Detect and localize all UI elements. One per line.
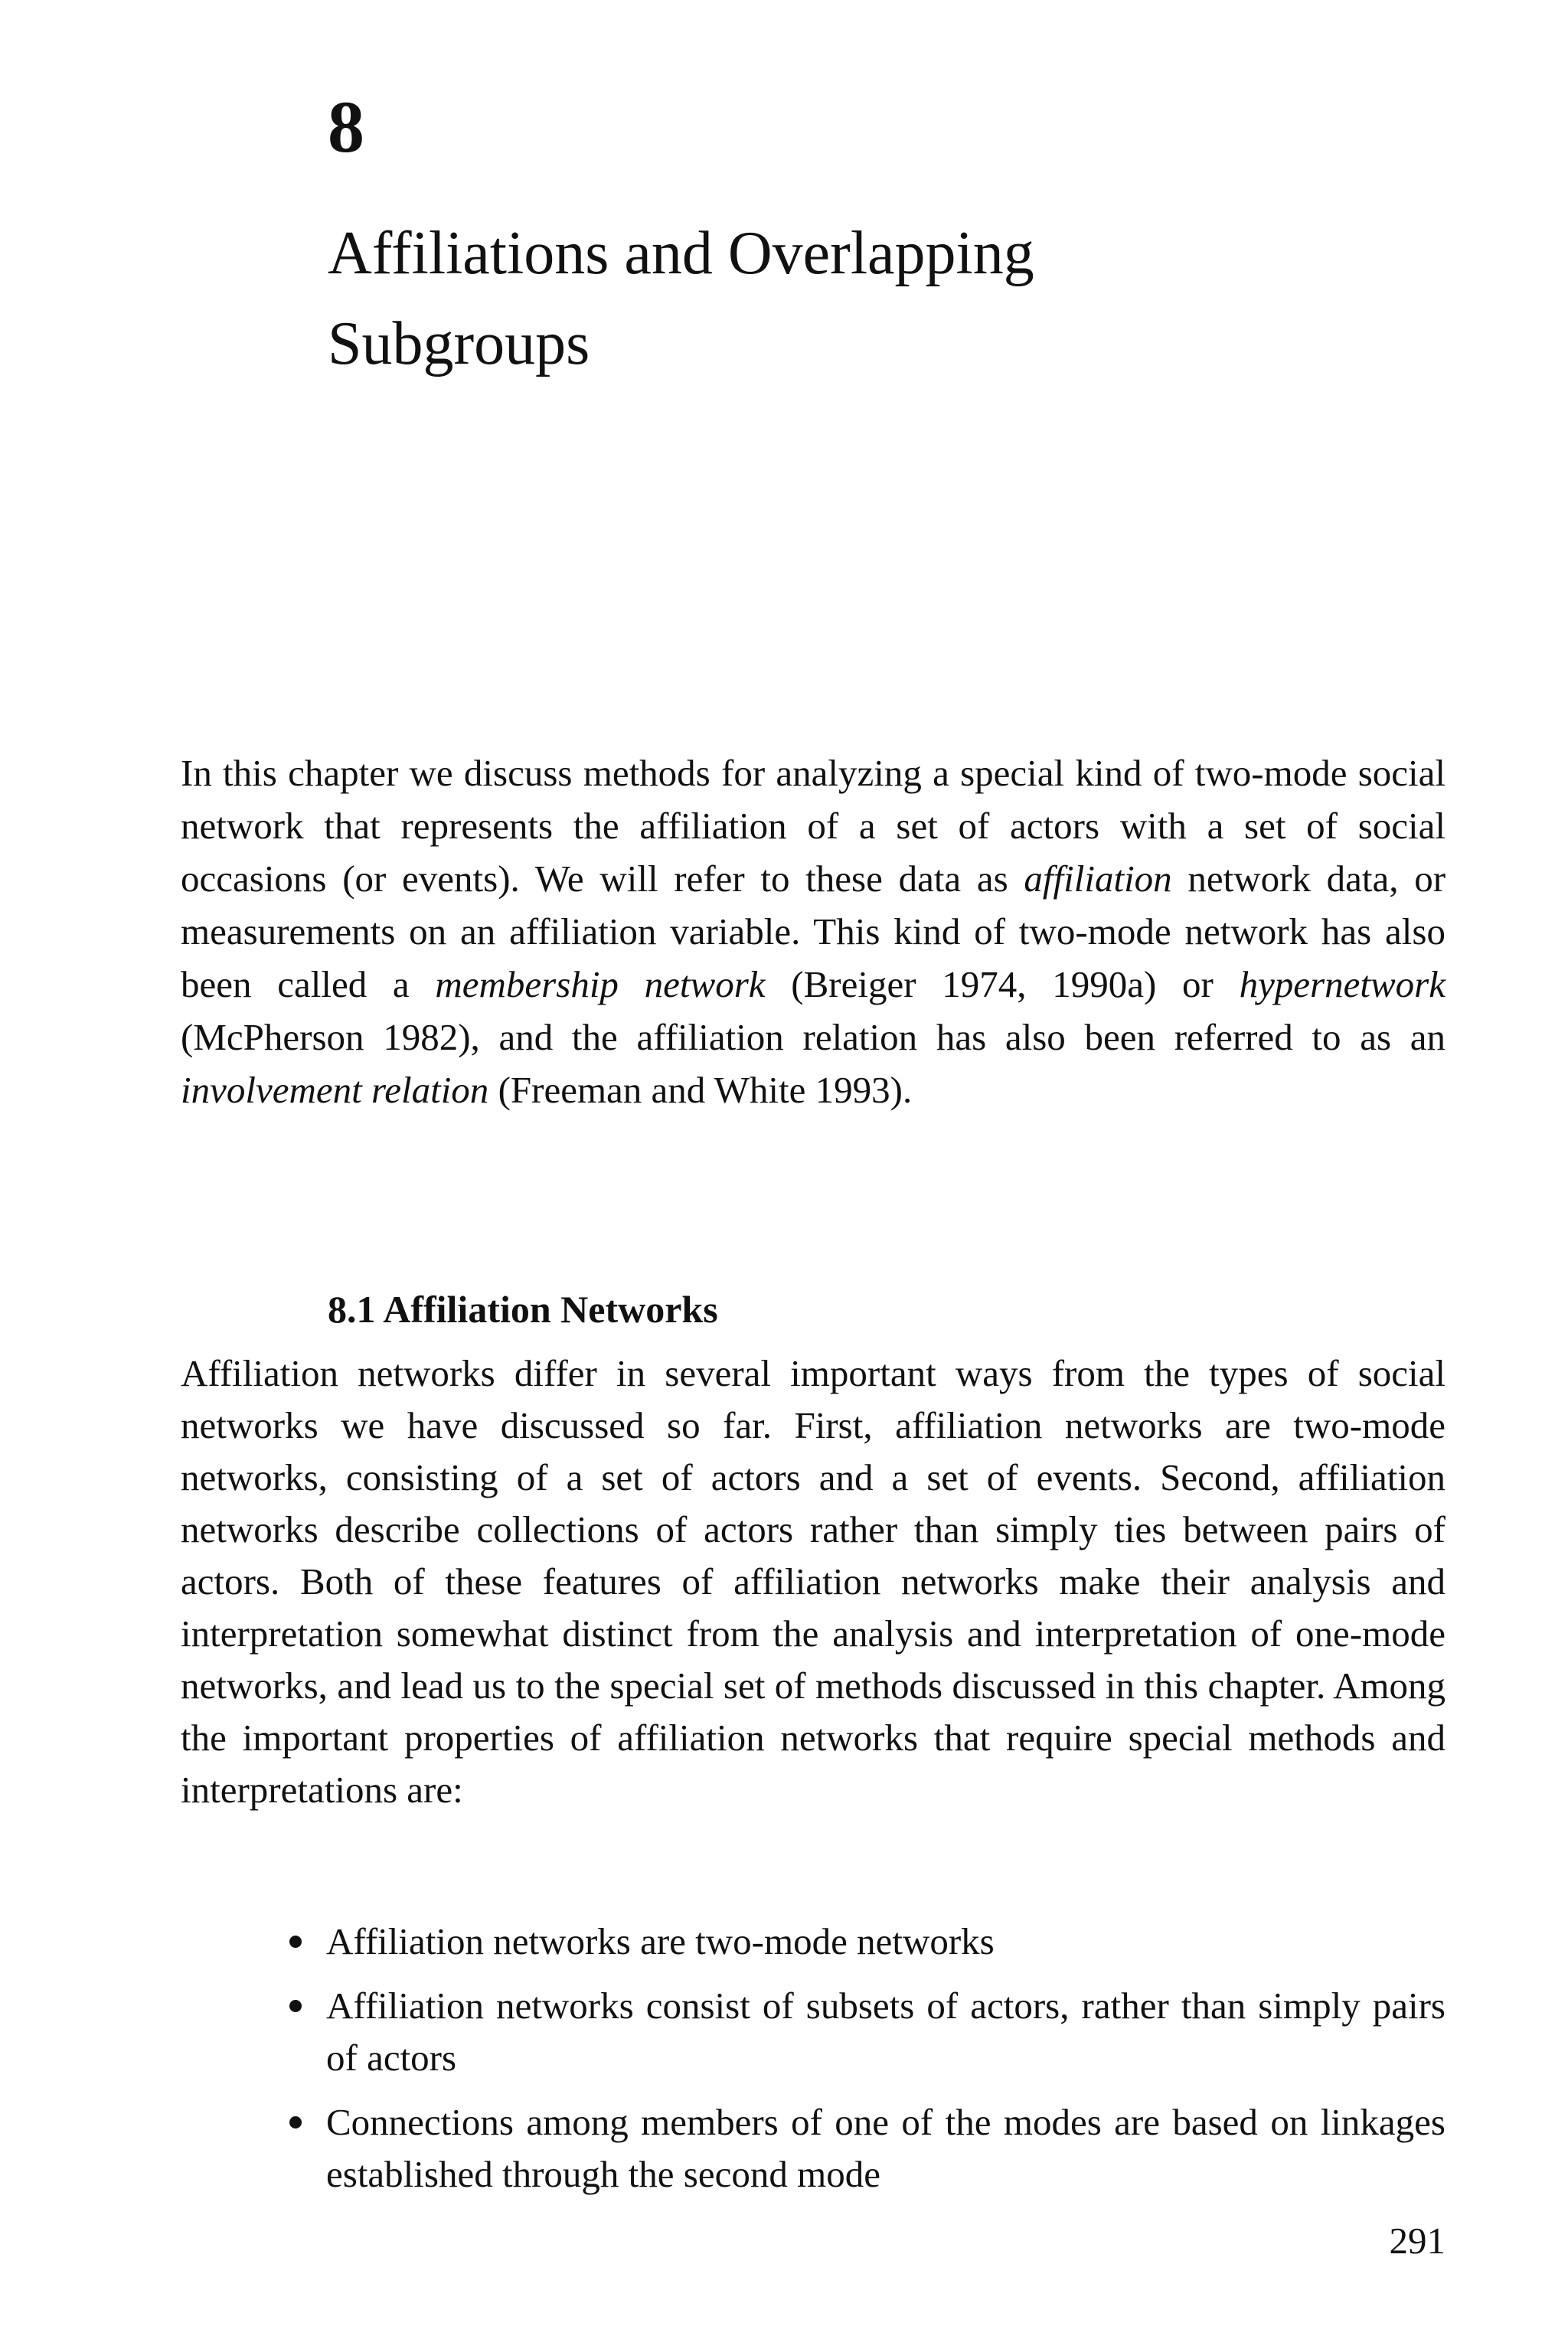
intro-text-2: network data, or measurements on an affiliation variable. This kind of two-mode network has also been called a <box>181 858 1446 1005</box>
page-number: 291 <box>1389 2220 1446 2262</box>
chapter-number: 8 <box>328 86 364 168</box>
bullet-item <box>280 2096 1446 2200</box>
chapter-title-line-2: Subgroups <box>328 310 590 377</box>
section-paragraph: Affiliation networks differ in several important ways from the types of social networks we have discussed so far. First, affiliation networks are two-mode networks, consisting of a set of actors and a set of events. Second, affiliation networks describe collections of actors rather than simply ties between pairs of actors. Both of these features of affiliation networks make their analysis and interpretation somewhat distinct from the analysis and interpretation of one-mode networks, and lead us to the special set of methods discussed in this chapter. Among the important properties of affiliation networks that require special methods and interpretations are: <box>181 1352 1446 1811</box>
chapter-title <box>328 208 1400 389</box>
intro-emphasis-involvement-relation: involvement relation <box>181 1069 489 1111</box>
intro-text-3: (Breiger 1974, 1990a) or <box>765 963 1240 1005</box>
chapter-title-line-1: Affiliations and Overlapping <box>328 220 1034 287</box>
intro-paragraph <box>181 747 1446 1116</box>
intro-emphasis-membership-network: membership network <box>435 963 766 1005</box>
bullet-text: Affiliation networks consist of subsets of actors, rather than simply pairs of actors <box>326 1985 1446 2079</box>
bullet-dot-icon <box>289 1936 302 1948</box>
section-heading: 8.1 Affiliation Networks <box>328 1288 718 1331</box>
bullet-text: Connections among members of one of the modes are based on linkages established through the second mode <box>326 2101 1446 2195</box>
intro-text-4: (McPherson 1982), and the affiliation relation has also been referred to as an <box>181 1016 1446 1058</box>
intro-text-5: (Freeman and White 1993). <box>488 1069 913 1111</box>
bullet-dot-icon <box>289 2116 302 2129</box>
bullet-item <box>280 1916 1446 1968</box>
bullet-list <box>280 1916 1446 2213</box>
intro-emphasis-affiliation: affiliation <box>1024 858 1172 900</box>
bullet-item <box>280 1980 1446 2084</box>
bullet-dot-icon <box>289 2000 302 2012</box>
intro-emphasis-hypernetwork: hypernetwork <box>1239 963 1446 1005</box>
bullet-text: Affiliation networks are two-mode networks <box>326 1920 995 1962</box>
intro-text-1: In this chapter we discuss methods for analyzing a special kind of two-mode social network that represents the affiliation of a set of actors with a set of social occasions (or events). We will refer to these data as <box>181 752 1446 900</box>
